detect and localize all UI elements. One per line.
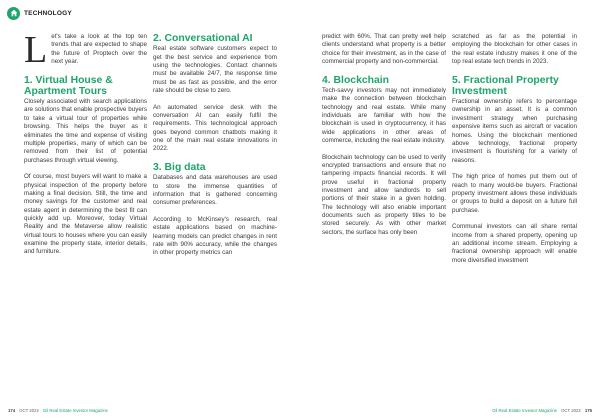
- column-3: [322, 33, 446, 237]
- column-2: [153, 33, 277, 258]
- body-paragraph: Tech-savvy investors may not immediately make the connection between blockchain technology and real estate. While many individuals are familiar with how the blockchain is used in cryptocurrency, it has wide applications in other areas of commerce, including the real estate industry.: [322, 86, 446, 144]
- house-icon: [7, 7, 20, 20]
- body-paragraph: The high price of homes put them out of reach to many would-be buyers. Fractional property investment allows these individuals or groups to build a deposit on a future full purchase.: [452, 173, 577, 214]
- body-paragraph: According to McKinsey's research, real estate applications based on machine-learning models can predict changes in rent rate with 90% accuracy, while the changes in other property metrics can: [153, 215, 277, 257]
- body-paragraph: Fractional ownership refers to percentage ownership in an asset. It is a common investment strategy when purchasing expensive items such as aircraft or vacation homes. Using the blockchain mentioned above technology, fractional property investment is flourishing for a variety of reasons.: [452, 98, 577, 164]
- footer-right: [492, 408, 592, 413]
- body-paragraph: Of course, most buyers will want to make a physical inspection of the property before making a final decision. Still, the time and money savings for the customer and real estate agent in determining the best fit can quickly add up. Moreover, today Virtual Reality and the Metaverse allow realistic virtual tours to houses where you can easily examine the property state, interior details, and furniture.: [24, 173, 147, 256]
- section-heading-fractional-investment: 5. Fractional Property Investment: [452, 74, 559, 97]
- body-paragraph: Communal investors can all share rental income from a shared property, opening up an additional income stream. Employing a fractional ownership approach will enable more diversified investment: [452, 223, 577, 264]
- section-heading-blockchain: 4. Blockchain: [322, 74, 389, 86]
- body-paragraph: Databases and data warehouses are used to store the immense quantities of information that is gathered concerning consumer preferences.: [153, 174, 277, 207]
- body-paragraph: predict with 60%. That can pretty well help clients understand what property is a better choice for their investment, as in the case of commercial property and non-commercial.: [322, 33, 446, 66]
- intro-paragraph: Let's take a look at the top ten trends that are expected to shape the future of Proptech over the next year.: [24, 29, 147, 71]
- body-paragraph: scratched as far as the potential in employing the blockchain for other cases in the real estate industry makes it one of the top real estate tech trends in 2023.: [452, 33, 577, 66]
- drop-cap: L: [24, 29, 48, 71]
- page-number-right: 175: [584, 408, 592, 413]
- column-4: [452, 33, 577, 265]
- issue-date-left: OCT 2022: [19, 408, 39, 413]
- body-paragraph: An automated service desk with the conversation AI can easily fulfil the requirements. This technological approach goes beyond common chatbots making it one of the main real estate innovations in 2022.: [153, 103, 277, 153]
- body-paragraph: Blockchain technology can be used to verify encrypted transactions and ensure that no tampering impacts financial records. It will prove useful in fractional property investment and allow landlords to sell portions of their stake in a given holding. The technology will also enable important documents such as property titles to be stored securely. As with other market sectors, the surface has only been: [322, 153, 446, 236]
- section-heading-conversational-ai: 2. Conversational AI: [153, 33, 253, 44]
- section-label: TECHNOLOGY: [24, 9, 72, 17]
- footer-left: [8, 408, 108, 413]
- section-header: [7, 6, 72, 20]
- issue-date-right: OCT 2022: [561, 408, 581, 413]
- body-paragraph: Real estate software customers expect to get the best service and experience from using the technologies. Contact channels must be available 24/7, the response time must be as fast as possible, and the error rate should be close to zero.: [153, 45, 277, 94]
- magazine-name-left: Gil Real Estate Investor Magazine: [42, 408, 108, 413]
- body-paragraph: Closely associated with search applications are solutions that enable prospective buyers to take a virtual tour of properties while browsing. This helps the buyer as it eliminates the time and expense of visiting multiple properties, many of which can be removed from their list of potential purchases through virtual viewing.: [24, 98, 147, 164]
- column-1: [24, 29, 147, 257]
- section-heading-big-data: 3. Big data: [153, 162, 206, 174]
- section-heading-virtual-tours: 1. Virtual House & Apartment Tours: [24, 74, 113, 97]
- magazine-name-right: Gil Real Estate Investor Magazine: [492, 408, 558, 413]
- page-number-left: 174: [8, 408, 16, 413]
